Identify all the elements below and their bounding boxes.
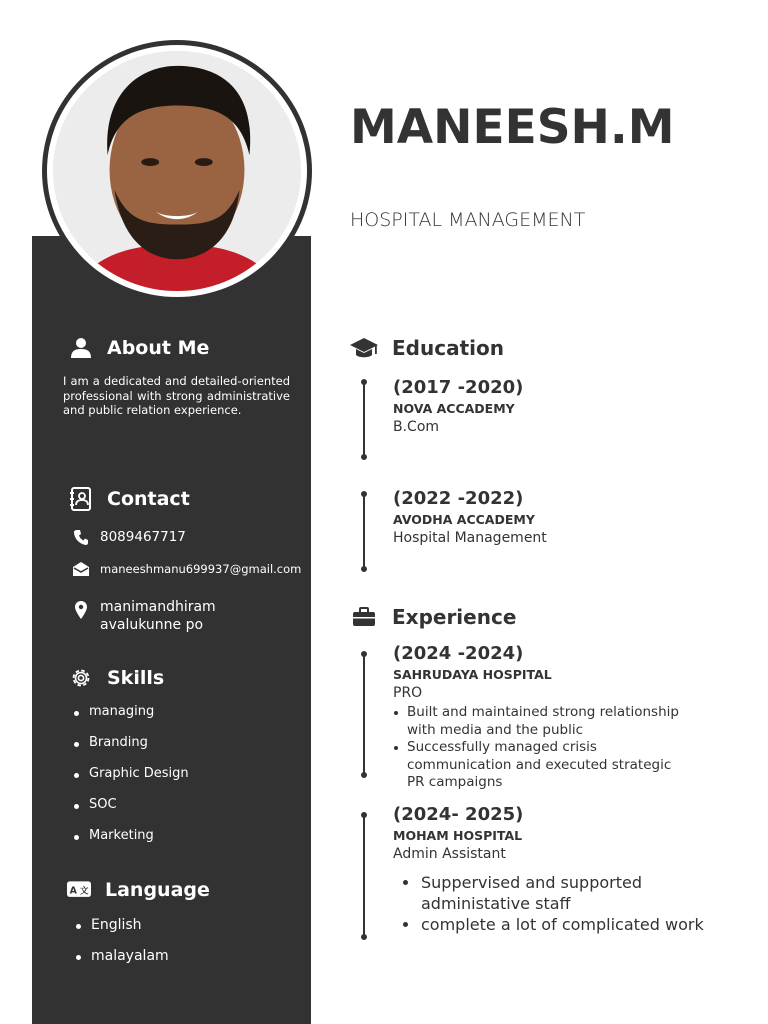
candidate-name: MANEESH.M [350,100,675,155]
skills-list [74,704,189,859]
profile-photo [42,40,312,302]
language-list [76,917,169,979]
location-pin-icon [72,598,90,619]
experience-timeline-1 [363,654,365,775]
education-entry [393,488,547,546]
phone-icon [72,529,90,545]
education-entry [393,377,523,435]
experience-bullet: Built and maintained strong relationship with media and the public [393,704,693,739]
skill-item: Marketing [74,828,189,859]
person-photo [53,51,301,291]
experience-position: Admin Assistant [393,846,506,862]
about-heading-label: About Me [107,337,210,359]
contact-heading [69,487,190,511]
address-line-1: manimandhiram [100,599,216,615]
experience-bullets [393,872,704,935]
experience-entry [393,643,693,792]
experience-position: PRO [393,685,423,701]
experience-timeline-2 [363,815,365,937]
skill-item: Graphic Design [74,766,189,797]
experience-bullet: complete a lot of complicated work [393,914,751,935]
phone-row [72,529,186,545]
education-timeline-1 [363,382,365,457]
skill-item: Branding [74,735,189,766]
experience-years: (2024 -2024) [393,643,524,664]
experience-bullets [393,704,693,792]
svg-text:A: A [69,885,77,897]
gear-icon [69,666,93,690]
education-degree: B.Com [393,419,440,435]
contact-heading-label: Contact [107,488,190,510]
language-heading-label: Language [105,879,210,901]
address-row [72,598,216,634]
skills-heading [69,666,164,690]
education-institution: NOVA ACCADEMY [393,401,515,416]
experience-entry [393,804,723,935]
experience-bullet: Successfully managed crisis communication and executed strategic PR campaigns [393,739,693,792]
about-heading [69,336,209,360]
education-years: (2022 -2022) [393,488,524,509]
experience-years: (2024- 2025) [393,804,524,825]
graduation-cap-icon [350,336,378,360]
email-icon [72,562,90,576]
svg-text:文: 文 [79,886,89,897]
experience-bullet: Suppervised and supported administative staff [393,872,653,914]
language-item: English [76,917,169,948]
experience-employer: MOHAM HOSPITAL [393,828,523,843]
experience-employer: SAHRUDAYA HOSPITAL [393,667,552,682]
about-text: I am a dedicated and detailed-oriented professional with strong administrative and public relation experience. [63,374,290,417]
email-address[interactable]: maneeshmanu699937@gmail.com [100,562,302,576]
phone-number[interactable]: 8089467717 [100,529,186,545]
email-row [72,562,301,576]
language-item: malayalam [76,948,169,979]
education-degree: Hospital Management [393,530,547,546]
language-heading [69,878,210,902]
experience-heading-label: Experience [392,605,517,629]
translate-icon [67,878,91,902]
experience-heading [350,605,516,629]
user-icon [69,336,93,360]
address-line-2: avalukunne po [100,617,204,633]
skills-heading-label: Skills [107,667,165,689]
briefcase-icon [350,605,378,629]
skill-item: SOC [74,797,189,828]
contact-book-icon [69,487,93,511]
education-years: (2017 -2020) [393,377,524,398]
education-heading-label: Education [392,336,504,360]
education-institution: AVODHA ACCADEMY [393,512,535,527]
education-timeline-2 [363,494,365,569]
skill-item: managing [74,704,189,735]
candidate-title: HOSPITAL MANAGEMENT [350,209,586,231]
education-heading [350,336,504,360]
